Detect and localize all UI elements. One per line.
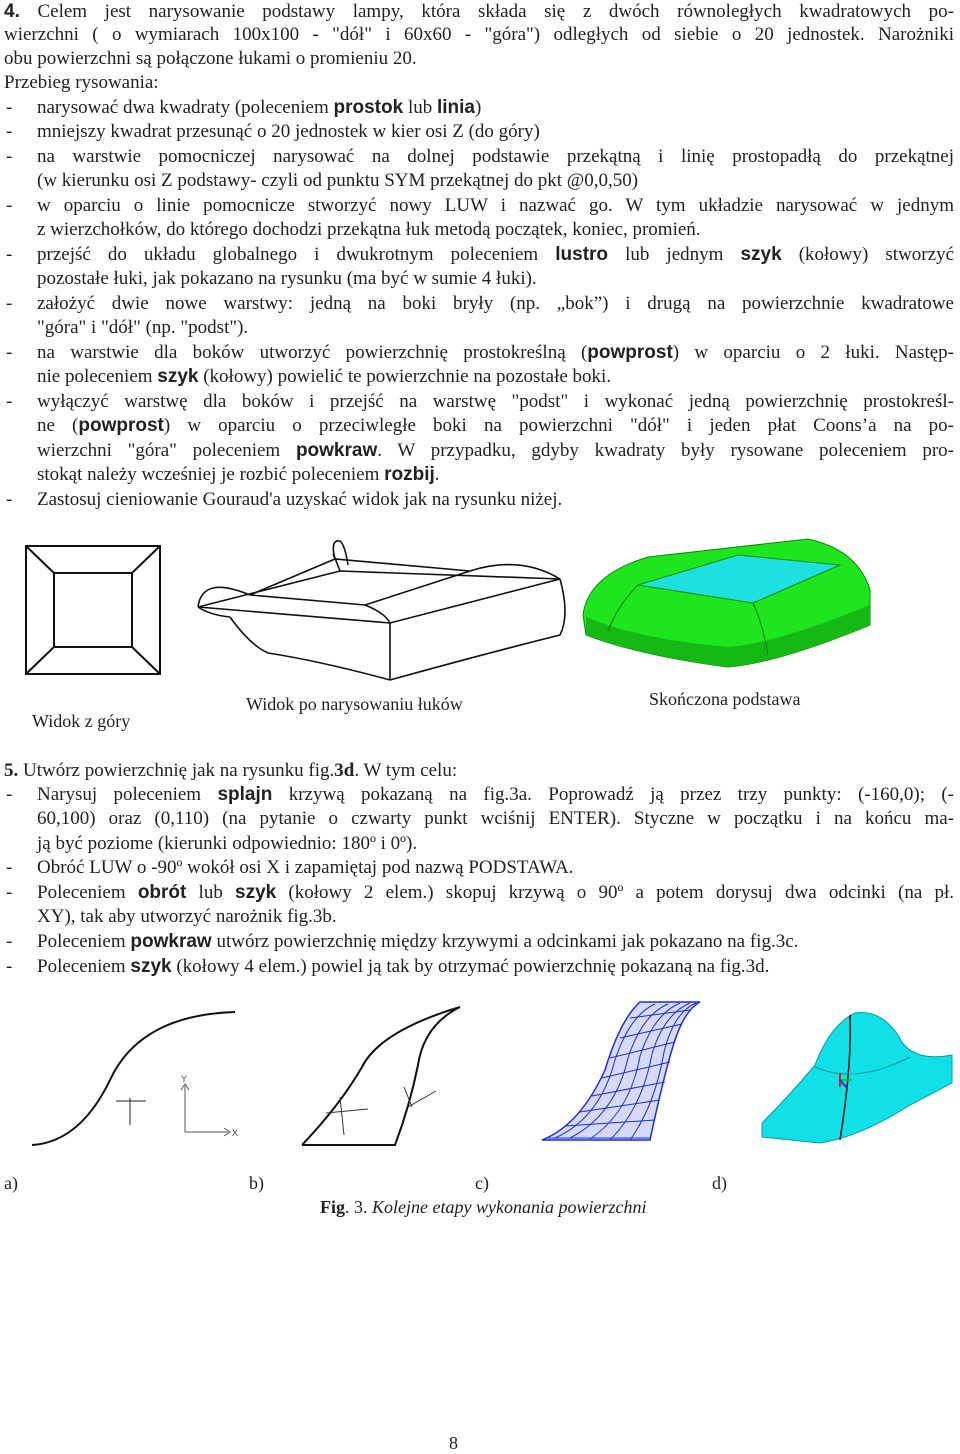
text: Poleceniem xyxy=(37,956,131,977)
command-name: rozbij xyxy=(384,464,435,485)
caption-finished-base: Skończona podstawa xyxy=(649,689,801,709)
bullet-dash: - xyxy=(6,931,13,952)
bullet-text: mniejszy kwadrat przesunąć o 20 jednostek w kier osi Z (do góry) xyxy=(37,121,540,142)
fig3c-mesh-drawing xyxy=(540,1000,705,1150)
text: krzywą pokazaną na fig.3a. Poprowadź ją przez trzy punkty: (-160,0); (- xyxy=(272,784,954,805)
paragraph-line: obu powierzchni są połączone łukami o promieniu 20. xyxy=(4,48,417,69)
text: lub xyxy=(186,882,236,903)
bullet-dash: - xyxy=(6,293,13,314)
command-name: szyk xyxy=(130,956,172,977)
text: narysować dwa kwadraty (poleceniem xyxy=(37,97,334,118)
section-number: 5. xyxy=(4,760,19,781)
bullet-text xyxy=(37,414,954,438)
bullet-text xyxy=(37,930,954,954)
bullet-text: w oparciu o linie pomocnicze stworzyć nowy LUW i nazwać go. W tym układzie narysować w jednym xyxy=(37,195,954,216)
text: przejść do układu globalnego i dwukrotnym poleceniem xyxy=(37,244,556,265)
bullet-text xyxy=(37,783,954,807)
fig3b-corner-drawing xyxy=(300,1005,470,1150)
text: (kołowy) stworzyć xyxy=(781,244,954,265)
bullet-text: Obróć LUW o -90º wokół osi X i zapamiętaj pod nazwą PODSTAWA. xyxy=(37,857,574,878)
label-fig3d: d) xyxy=(712,1173,727,1193)
text: (kołowy 4 elem.) powiel ją tak by otrzymać powierzchnię pokazaną na fig.3d. xyxy=(171,956,770,977)
bullet-text: "góra" i "dół" (np. "podst"). xyxy=(37,317,249,338)
command-name: powkraw xyxy=(295,440,378,461)
text: utwórz powierzchnię między krzywymi a odcinkami jak pokazano na fig.3c. xyxy=(211,931,799,952)
text: . W tym celu: xyxy=(354,760,458,781)
command-name: splajn xyxy=(217,784,273,805)
text: nie poleceniem xyxy=(37,366,158,387)
figure-3-caption xyxy=(320,1196,646,1218)
text: ) xyxy=(474,97,482,118)
arcs-wireframe-drawing xyxy=(190,535,570,685)
bullet-text xyxy=(37,341,954,365)
text: 3d xyxy=(334,760,355,781)
bullet-text: założyć dwie nowe warstwy: jedną na boki bryły (np. „bok”) i drugą na powierzchnie kwadratowe xyxy=(37,293,954,314)
text: wierzchni "góra" poleceniem xyxy=(37,440,296,461)
bullet-dash: - xyxy=(6,882,13,903)
command-name: linia xyxy=(436,97,475,118)
bullet-text xyxy=(37,243,954,267)
text: ) w oparciu o 2 łuki. Następ- xyxy=(672,342,954,363)
bullet-dash: - xyxy=(6,121,13,142)
bullet-dash: - xyxy=(6,956,13,977)
bullet-dash: - xyxy=(6,146,13,167)
bullet-dash: - xyxy=(6,244,13,265)
command-name: szyk xyxy=(157,366,199,387)
label-fig3a: a) xyxy=(4,1173,18,1193)
bullet-dash: - xyxy=(6,195,13,216)
axis-x-label: X xyxy=(232,1128,239,1138)
bullet-text xyxy=(37,955,954,979)
text: ) w oparciu o przeciwległe boki na powierzchni "dół" i jeden płat Coons’a na po- xyxy=(163,415,955,436)
top-view-drawing xyxy=(20,540,170,680)
text: Utwórz powierzchnię jak na rysunku fig. xyxy=(18,760,335,781)
text: . 3. xyxy=(345,1197,372,1217)
text: stokąt należy wcześniej je rozbić poleceniem xyxy=(37,464,385,485)
bullet-dash: - xyxy=(6,342,13,363)
paragraph-line: Przebieg rysowania: xyxy=(4,72,159,93)
text: Celem jest narysowanie podstawy lampy, która składa się z dwóch równoległych kwadratowych po- xyxy=(37,1,954,22)
bullet-dash: - xyxy=(6,391,13,412)
paragraph-line xyxy=(4,0,954,24)
text: . W przypadku, gdyby kwadraty były rysowane poleceniem pro- xyxy=(377,440,955,461)
bullet-dash: - xyxy=(6,857,13,878)
page-number: 8 xyxy=(449,1433,458,1453)
bullet-text xyxy=(37,96,954,120)
caption-top-view: Widok z góry xyxy=(32,711,131,731)
label-fig3b: b) xyxy=(249,1173,264,1193)
bullet-text: (w kierunku osi Z podstawy- czyli od punktu SYM przekątnej do pkt @0,0,50) xyxy=(37,170,639,191)
text: ne ( xyxy=(37,415,79,436)
command-name: powprost xyxy=(587,342,673,363)
command-name: prostok xyxy=(333,97,404,118)
command-name: powkraw xyxy=(130,931,212,952)
bullet-text xyxy=(37,881,954,905)
label-fig3c: c) xyxy=(475,1173,489,1193)
command-name: obrót xyxy=(137,882,187,903)
command-name: szyk xyxy=(740,244,782,265)
section-number: 4. xyxy=(4,1,20,22)
bullet-text: pozostałe łuki, jak pokazano na rysunku (ma być w sumie 4 łuki). xyxy=(37,268,537,289)
text: Narysuj poleceniem xyxy=(37,784,218,805)
bullet-text xyxy=(37,463,954,487)
text: Poleceniem xyxy=(37,882,138,903)
bullet-dash: - xyxy=(6,97,13,118)
bullet-text: Zastosuj cieniowanie Gouraud'a uzyskać widok jak na rysunku niżej. xyxy=(37,489,563,510)
text: (kołowy) powielić te powierzchnie na pozostałe boki. xyxy=(198,366,612,387)
text: na warstwie dla boków utworzyć powierzchnię prostokreślną ( xyxy=(37,342,588,363)
command-name: lustro xyxy=(555,244,609,265)
text: lub jednym xyxy=(608,244,741,265)
paragraph-line: wierzchni ( o wymiarach 100x100 - "dół" i 60x60 - "góra") odległych od siebie o 20 jednostek. Narożniki xyxy=(4,24,954,45)
axis-y-label: Y xyxy=(181,1074,188,1084)
command-name: powprost xyxy=(78,415,164,436)
finished-base-render xyxy=(578,535,878,670)
fig3a-spline-drawing xyxy=(30,1000,245,1150)
bullet-text: wyłączyć warstwę dla boków i przejść na warstwę "podst" i wykonać jedną powierzchnię prostokreśl- xyxy=(37,391,954,412)
caption-arcs-view: Widok po narysowaniu łuków xyxy=(246,694,463,714)
bullet-text: z wierzchołków, do którego dochodzi przekątna łuk metodą początek, koniec, promień. xyxy=(37,219,701,240)
bullet-text xyxy=(37,439,954,463)
bullet-text xyxy=(37,365,954,389)
fig3d-surface-render xyxy=(760,1005,955,1145)
text: (kołowy 2 elem.) skopuj krzywą o 90º a potem dorysuj dwa odcinki (na pł. xyxy=(276,882,954,903)
paragraph-line xyxy=(4,759,954,783)
text: Kolejne etapy wykonania powierzchni xyxy=(372,1197,647,1217)
bullet-dash: - xyxy=(6,489,13,510)
text: . xyxy=(434,464,440,485)
bullet-text: 60,100) oraz (0,110) (na pytanie o czwarty punkt wciśnij ENTER). Styczne w początku i na końcu ma- xyxy=(37,808,954,829)
bullet-text: ją być poziome (kierunki odpowiednio: 180º i 0º). xyxy=(37,833,418,854)
bullet-dash: - xyxy=(6,784,13,805)
text: Fig xyxy=(320,1197,345,1217)
text: Poleceniem xyxy=(37,931,131,952)
bullet-text: na warstwie pomocniczej narysować na dolnej podstawie przekątną i linię prostopadłą do przekątnej xyxy=(37,146,954,167)
text: lub xyxy=(403,97,437,118)
bullet-text: XY), tak aby utworzyć narożnik fig.3b. xyxy=(37,906,337,927)
command-name: szyk xyxy=(235,882,277,903)
